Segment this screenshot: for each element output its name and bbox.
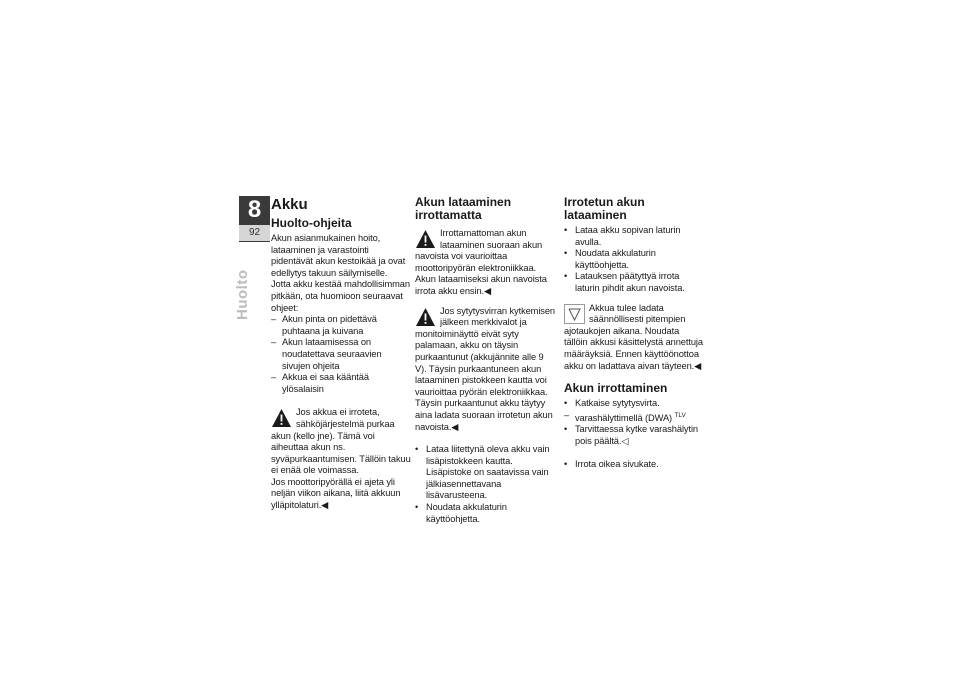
list-item: – varashälyttimellä (DWA) $^{TLV}$	[564, 409, 686, 423]
list-item: • Lataa akku sopivan laturin avulla.	[564, 225, 681, 247]
list-item: – Akkua ei saa kääntää ylösalaisin	[271, 372, 369, 394]
warning-text: Jos sytytysvirran kytkemisen jälkeen merkkivalot ja monitoiminäyttö eivät syty palamaan, akku on täysin purkaantunut (akkujännite alle 9 V). Täysin purkaantuneen akun lataaminen pistokkeen kautta voi vaurioittaa pyörän elektroniikkaa.	[415, 305, 555, 397]
side-chapter-label: Huolto	[234, 269, 251, 320]
warning-block	[271, 407, 411, 477]
list-item: – Akun pinta on pidettävä puhtaana ja kuivana	[271, 314, 377, 336]
list-item: • Noudata akkulaturin käyttöohjetta.	[415, 502, 507, 524]
paragraph: Akun asianmukainen hoito, lataaminen ja varastointi pidentävät akun kestoikää ja ovat edellytys takuun säilymiselle.	[271, 233, 406, 278]
section-title: Akun irrottaminen	[564, 381, 668, 396]
list-item: • Tarvittaessa kytke varashälytin pois päältä.◁	[564, 424, 698, 446]
section-title: Akku	[271, 196, 308, 213]
warning-text: Jos akkua ei irroteta, sähköjärjestelmä purkaa akun (kello jne). Tämä voi aiheuttaa akun ns. syväpurkaantumisen. Tällöin takuu ei enää ole voimassa.	[271, 407, 411, 476]
note-triangle-icon	[564, 304, 585, 324]
paragraph: Täysin purkaantunut akku täytyy aina ladata suoraan irrotetun akun navoista.◀	[415, 398, 553, 432]
chapter-number: 8	[247, 196, 262, 223]
equipment-superscript: TLV	[674, 411, 686, 419]
dash-list	[271, 314, 411, 395]
paragraph: Jos moottoripyörällä ei ajeta yli neljän viikon aikana, liitä akkuun ylläpitolaturi.◀	[271, 476, 401, 511]
bullet-list	[415, 444, 555, 525]
paragraph: Akun lataamiseksi akun navoista irrota akku ensin.◀	[415, 274, 547, 296]
section-title-line2: irrottamatta	[415, 208, 482, 222]
note-text: Akkua tulee ladata säännöllisesti pitempien ajotaukojen aikana. Noudata tällöin akkusi käsittelystä annettuja määräyksiä. Ennen käyttöönottoa akku on ladattava aivan täyteen.◀	[564, 302, 703, 371]
paragraph: Jotta akku kestää mahdollisimman pitkään, ota huomioon seuraavat ohjeet:	[271, 279, 410, 313]
list-item: • Katkaise sytytysvirta.	[564, 398, 660, 409]
warning-text: Irrottamattoman akun lataaminen suoraan akun navoista voi vaurioittaa moottoripyörän elektroniikkaa.	[415, 228, 543, 273]
warning-block	[415, 306, 555, 399]
section-title: Irrotetun akun lataaminen	[564, 195, 645, 222]
warning-block	[415, 228, 555, 274]
list-item: – Akun lataamisessa on noudatettava seuraavien sivujen ohjeita	[271, 337, 382, 371]
column-1	[271, 196, 411, 512]
list-item: • Lataa liitettynä oleva akku vain lisäpistokkeen kautta. Lisäpistoke on saatavissa vain jälkiasennettavana lisävarusteena.	[415, 444, 550, 501]
section-subtitle: Huolto-ohjeita	[271, 216, 352, 230]
step-list	[564, 398, 704, 470]
bullet-list	[564, 225, 704, 295]
page-number: 92	[239, 225, 270, 241]
column-3	[564, 196, 704, 470]
note-block	[564, 303, 704, 373]
section-title: Akun lataaminen	[415, 195, 512, 209]
warning-triangle-icon	[271, 408, 292, 428]
list-item: • Latauksen päätyttyä irrota laturin pihdit akun navoista.	[564, 271, 685, 293]
list-item: • Noudata akkulaturin käyttöohjetta.	[564, 248, 656, 270]
chapter-tab	[239, 196, 270, 242]
warning-triangle-icon	[415, 307, 436, 327]
warning-triangle-icon	[415, 229, 436, 249]
column-2	[415, 196, 555, 525]
list-item: • Irrota oikea sivukate.	[564, 458, 659, 469]
